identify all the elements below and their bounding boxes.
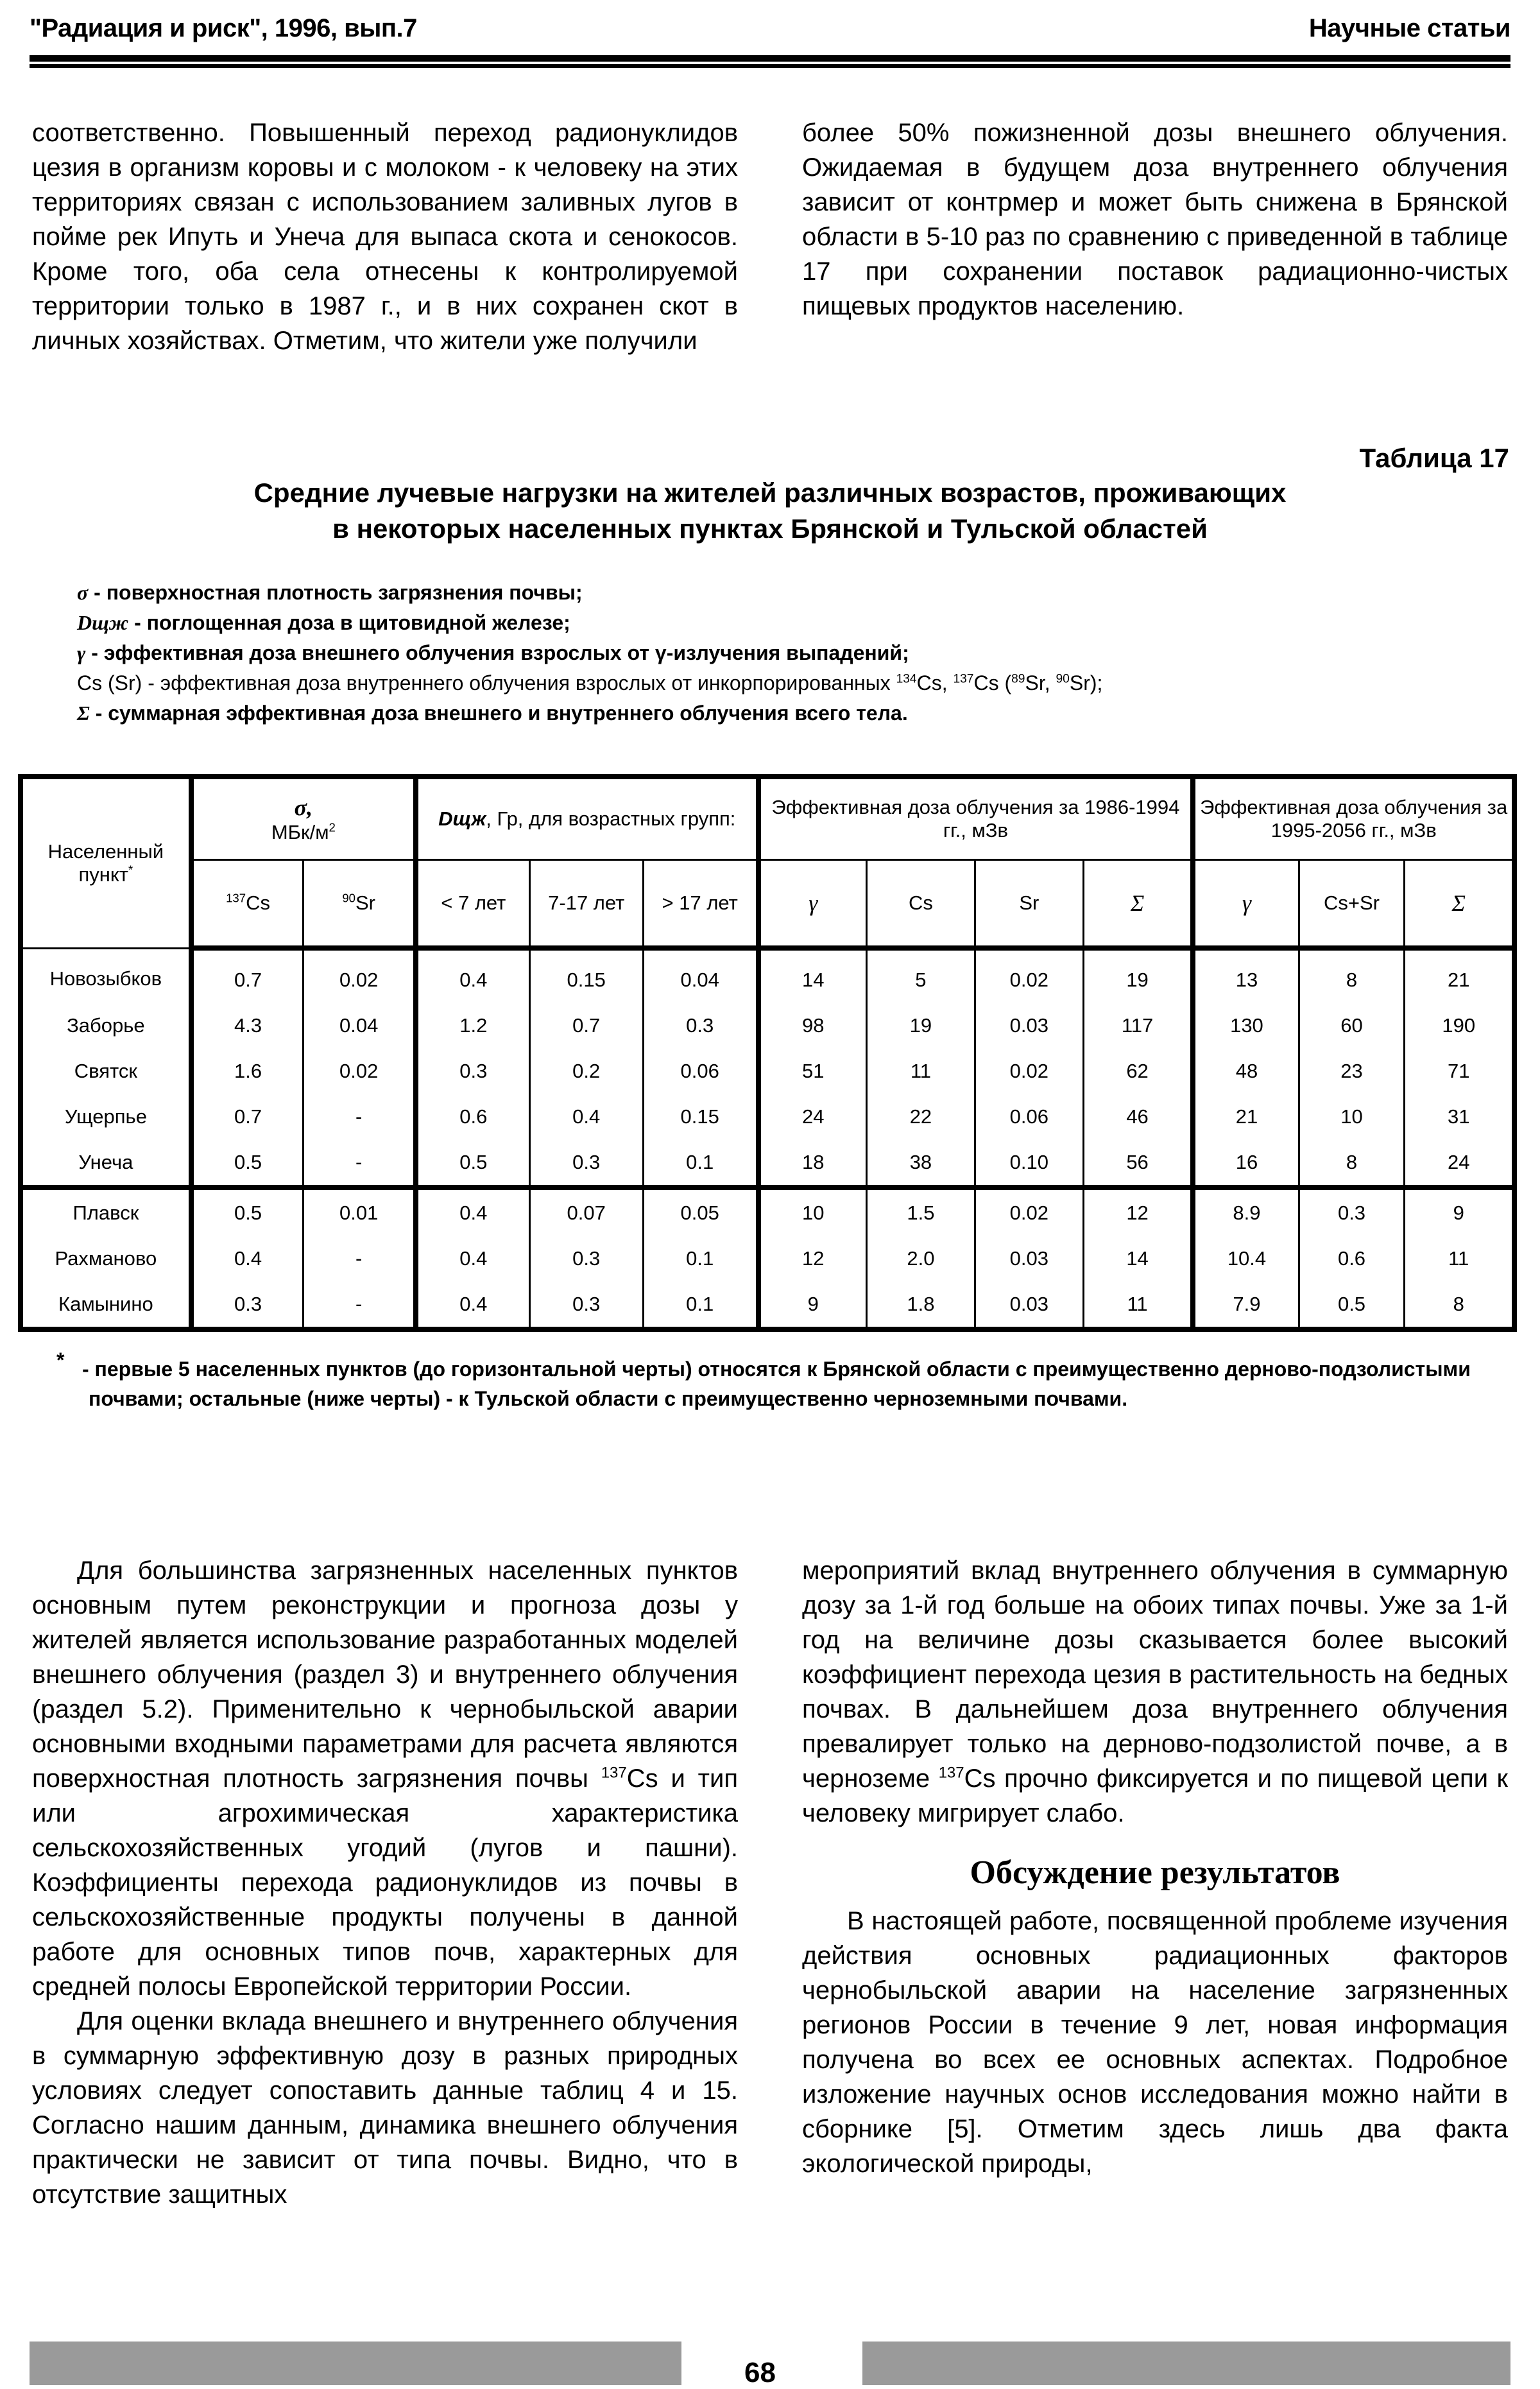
paragraph: более 50% пожизненной дозы внешнего облучения. Ожидаемая в будущем доза внутреннего облучения зависит от контрмер и может быть снижена в Брянской области в 5-10 раз по сравнению с приведенной в таблице 17 при сохранении поставок радиационно-чистых пищевых продуктов населению. — [802, 119, 1508, 320]
table-cell: 0.02 — [975, 948, 1083, 1003]
table-cell: 19 — [866, 1003, 975, 1048]
table-cell: 0.7 — [529, 1003, 643, 1048]
table-cell: - — [304, 1094, 416, 1139]
table-cell: 8 — [1299, 1139, 1405, 1187]
table-cell: 21 — [1193, 1094, 1299, 1139]
table-cell: 1.8 — [866, 1281, 975, 1329]
table-cell: 7.9 — [1193, 1281, 1299, 1329]
settlement-name: Заборье — [21, 1003, 191, 1048]
thyroid-dose-symbol: Dщж — [77, 611, 129, 634]
table-cell: 0.07 — [529, 1187, 643, 1236]
table-cell: 0.6 — [1299, 1236, 1405, 1281]
table-cell: 0.4 — [416, 948, 529, 1003]
table-cell: 10 — [758, 1187, 867, 1236]
table-cell: 46 — [1083, 1094, 1193, 1139]
table-cell: 0.5 — [191, 1187, 304, 1236]
table-cell: 1.5 — [866, 1187, 975, 1236]
table-cell: 9 — [758, 1281, 867, 1329]
table-legend — [77, 578, 1102, 729]
table-row — [21, 1094, 1514, 1139]
table-cell: 23 — [1299, 1048, 1405, 1094]
table-cell: 98 — [758, 1003, 867, 1048]
table-cell: 62 — [1083, 1048, 1193, 1094]
col-header-gamma: γ — [758, 860, 867, 949]
cs-sr-symbol: Cs (Sr) — [77, 671, 142, 694]
table-cell: 14 — [758, 948, 867, 1003]
settlement-name: Плавск — [21, 1187, 191, 1236]
sum-symbol: Σ — [77, 702, 90, 725]
paragraph: В настоящей работе, посвященной проблеме изучения действия основных радиационных факторов чернобыльской аварии на население загрязненных регионов России в течение 9 лет, новая информация получена во всех ее основных аспектах. Подробное изложение научных основ исследования можно найти в сборнике [5]. Отметим здесь лишь два факта экологической природы, — [802, 1907, 1508, 2178]
table-cell: 22 — [866, 1094, 975, 1139]
table-cell: 0.3 — [529, 1281, 643, 1329]
table-cell: 24 — [1405, 1139, 1514, 1187]
table-cell: 0.1 — [643, 1139, 758, 1187]
body-column-bottom-right — [802, 1553, 1508, 2181]
table-cell: 0.3 — [191, 1281, 304, 1329]
settlement-name: Унеча — [21, 1139, 191, 1187]
settlement-name: Камынино — [21, 1281, 191, 1329]
legend-item: Dщж - поглощенная доза в щитовидной железе; — [77, 611, 570, 634]
table-cell: 0.4 — [529, 1094, 643, 1139]
paragraph: соответственно. Повышенный переход радионуклидов цезия в организм коровы и с молоком - к человеку на этих территориях связан с использованием заливных лугов в пойме рек Ипуть и Унеча для выпаса скота и сенокосов. Кроме того, оба села отнесены к контролируемой территории только в 1987 г., и в них сохранен скот в личных хозяйствах. Отметим, что жители уже получили — [32, 119, 738, 355]
col-header-settlement: Населенный пункт* — [21, 777, 191, 948]
table-cell: 0.03 — [975, 1236, 1083, 1281]
table-cell: 9 — [1405, 1187, 1514, 1236]
table-title-line: в некоторых населенных пунктах Брянской и Тульской областей — [332, 513, 1208, 544]
table-cell: 0.2 — [529, 1048, 643, 1094]
table-footnote — [56, 1349, 1508, 1413]
footnote-mark: * — [56, 1349, 65, 1372]
table-cell: 11 — [1083, 1281, 1193, 1329]
table-cell: 18 — [758, 1139, 867, 1187]
table-cell: 0.15 — [643, 1094, 758, 1139]
section-title: Научные статьи — [1308, 14, 1510, 42]
table-cell: 0.5 — [191, 1139, 304, 1187]
table-cell: 0.06 — [975, 1094, 1083, 1139]
legend-item: σ - поверхностная плотность загрязнения почвы; — [77, 581, 583, 604]
sigma-icon: σ, — [294, 795, 313, 820]
table-cell: - — [304, 1236, 416, 1281]
table-cell: 60 — [1299, 1003, 1405, 1048]
table-cell: 19 — [1083, 948, 1193, 1003]
table-cell: 190 — [1405, 1003, 1514, 1048]
table-title — [0, 475, 1540, 547]
table-cell: 0.7 — [191, 948, 304, 1003]
table-cell: 0.02 — [304, 948, 416, 1003]
table-cell: 1.2 — [416, 1003, 529, 1048]
legend-item: Cs (Sr) - эффективная доза внутреннего облучения взрослых от инкорпорированных $^{134}$Cs, $^{137}$Cs ($^{89}$Sr, $^{90}$Sr); — [77, 671, 1103, 694]
footnote-text: - первые 5 населенных пунктов (до горизонтальной черты) относятся к Брянской области с преимущественно дерново-подзолистыми почвами; остальные (ниже черты) - к Тульской области с преимущественно черноземными почвами. — [82, 1358, 1471, 1410]
table-row — [21, 1048, 1514, 1094]
col-header-age-over-17: > 17 лет — [643, 860, 758, 949]
table-cell: 0.03 — [975, 1003, 1083, 1048]
col-header-thyroid-dose: Dщж, Гр, для возрастных групп: — [416, 777, 758, 860]
table-cell: - — [304, 1281, 416, 1329]
header-rule-thin — [30, 64, 1510, 68]
running-header — [30, 6, 1510, 58]
table-cell: 56 — [1083, 1139, 1193, 1187]
table-cell: 0.02 — [975, 1187, 1083, 1236]
col-header-sigma: σ, МБк/$м^2$ — [191, 777, 416, 860]
table-cell: 51 — [758, 1048, 867, 1094]
journal-title: "Радиация и риск", 1996, вып.7 — [30, 14, 417, 42]
page-number: 68 — [744, 2357, 776, 2388]
col-header-eff-dose-future: Эффективная доза облучения за 1995-2056 гг., мЗв — [1193, 777, 1514, 860]
settlement-name: Новозыбков — [21, 948, 191, 1003]
table-cell: 16 — [1193, 1139, 1299, 1187]
table-cell: 2.0 — [866, 1236, 975, 1281]
table-cell: 0.3 — [416, 1048, 529, 1094]
table-cell: 0.3 — [1299, 1187, 1405, 1236]
table-cell: 14 — [1083, 1236, 1193, 1281]
table-cell: 10 — [1299, 1094, 1405, 1139]
col-header-sum-future: Σ — [1405, 860, 1514, 949]
table-cell: 130 — [1193, 1003, 1299, 1048]
table-cell: 117 — [1083, 1003, 1193, 1048]
table-cell: 11 — [866, 1048, 975, 1094]
table-row — [21, 1281, 1514, 1329]
table-cell: 0.3 — [643, 1003, 758, 1048]
table-cell: 0.4 — [416, 1236, 529, 1281]
table-cell: 0.02 — [304, 1048, 416, 1094]
table-cell: 21 — [1405, 948, 1514, 1003]
table-cell: 12 — [758, 1236, 867, 1281]
table-cell: 0.03 — [975, 1281, 1083, 1329]
table-cell: 0.1 — [643, 1281, 758, 1329]
col-header-gamma-future: γ — [1193, 860, 1299, 949]
table-row — [21, 1003, 1514, 1048]
table-cell: 24 — [758, 1094, 867, 1139]
paragraph: мероприятий вклад внутреннего облучения в суммарную дозу за 1-й год больше на обоих типах почвы. Уже за 1-й год на величине дозы сказывается более высокий коэффициент перехода цезия в растительность на бедных почвах. В дальнейшем доза внутреннего облучения превалирует только на дерново-подзолистой почве, а в черноземе $^{137}$Cs прочно фиксируется и по пищевой цепи к человеку мигрирует слабо. — [802, 1557, 1508, 1827]
table-cell: 8 — [1299, 948, 1405, 1003]
header-rule — [30, 55, 1510, 62]
table-cell: 0.4 — [416, 1187, 529, 1236]
paragraph: Для большинства загрязненных населенных пунктов основным путем реконструкции и прогноза дозы у жителей является использование разработанных моделей внешнего облучения (раздел 3) и внутреннего облучения (раздел 5.2). Применительно к чернобыльской аварии основными входными параметрами для расчета являются поверхностная плотность загрязнения почвы $^{137}$Cs и тип или агрохимическая характеристика сельскохозяйственных угодий (лугов и пашни). Коэффициенты перехода радионуклидов из почвы в сельскохозяйственные продукты получены в данной работе для основных типов почв, характерных для средней полосы Европейской территории России. — [32, 1557, 738, 2001]
table-cell: 1.6 — [191, 1048, 304, 1094]
col-header-cs-sr: Cs+Sr — [1299, 860, 1405, 949]
table-cell: 8.9 — [1193, 1187, 1299, 1236]
body-column-top-left — [32, 116, 738, 358]
section-heading: Обсуждение результатов — [970, 1854, 1340, 1891]
settlement-name: Ущерпье — [21, 1094, 191, 1139]
table-cell: 12 — [1083, 1187, 1193, 1236]
table-cell: - — [304, 1139, 416, 1187]
footer-bar-left — [30, 2342, 681, 2385]
table-cell: 0.1 — [643, 1236, 758, 1281]
settlement-name: Святск — [21, 1048, 191, 1094]
table-cell: 0.10 — [975, 1139, 1083, 1187]
table-cell: 0.7 — [191, 1094, 304, 1139]
table-row — [21, 1139, 1514, 1187]
table-cell: 13 — [1193, 948, 1299, 1003]
col-header-cs137: $^{137}$Cs — [191, 860, 304, 949]
table-cell: 31 — [1405, 1094, 1514, 1139]
table-cell: 0.02 — [975, 1048, 1083, 1094]
body-column-top-right — [802, 116, 1508, 323]
table-cell: 10.4 — [1193, 1236, 1299, 1281]
table-row — [21, 948, 1514, 1003]
table-cell: 11 — [1405, 1236, 1514, 1281]
settlement-name: Рахманово — [21, 1236, 191, 1281]
table-cell: 0.05 — [643, 1187, 758, 1236]
table-cell: 0.06 — [643, 1048, 758, 1094]
legend-item: Σ - суммарная эффективная доза внешнего и внутреннего облучения всего тела. — [77, 702, 908, 725]
table-cell: 0.3 — [529, 1139, 643, 1187]
table-cell: 0.04 — [643, 948, 758, 1003]
table-cell: 71 — [1405, 1048, 1514, 1094]
col-header-cs: Cs — [866, 860, 975, 949]
table-cell: 48 — [1193, 1048, 1299, 1094]
table-row — [21, 1236, 1514, 1281]
table-title-line: Средние лучевые нагрузки на жителей различных возрастов, проживающих — [253, 478, 1287, 508]
table-cell: 8 — [1405, 1281, 1514, 1329]
body-column-bottom-left — [32, 1553, 738, 2212]
table-cell: 4.3 — [191, 1003, 304, 1048]
table-cell: 0.04 — [304, 1003, 416, 1048]
gamma-symbol: γ — [77, 641, 86, 664]
col-header-eff-dose-past: Эффективная доза облучения за 1986-1994 гг., мЗв — [758, 777, 1194, 860]
dose-table — [18, 774, 1517, 1332]
table-number: Таблица 17 — [1359, 443, 1509, 473]
col-header-sum: Σ — [1083, 860, 1193, 949]
table-cell: 0.4 — [416, 1281, 529, 1329]
footer-bar-right — [862, 2342, 1510, 2385]
table-cell: 5 — [866, 948, 975, 1003]
table-cell: 38 — [866, 1139, 975, 1187]
table-cell: 0.6 — [416, 1094, 529, 1139]
table-cell: 0.5 — [416, 1139, 529, 1187]
legend-item: γ - эффективная доза внешнего облучения взрослых от γ-излучения выпадений; — [77, 641, 909, 664]
table-row — [21, 1187, 1514, 1236]
table-cell: 0.5 — [1299, 1281, 1405, 1329]
table-cell: 0.4 — [191, 1236, 304, 1281]
col-header-age-under-7: < 7 лет — [416, 860, 529, 949]
sigma-symbol: σ — [77, 581, 89, 604]
paragraph: Для оценки вклада внешнего и внутреннего облучения в суммарную эффективную дозу в разных природных условиях следует сопоставить данные таблиц 4 и 15. Согласно нашим данным, динамика внешнего облучения практически не зависит от типа почвы. Видно, что в отсутствие защитных — [32, 2007, 738, 2209]
col-header-sr90: $^{90}$Sr — [304, 860, 416, 949]
table-cell: 0.15 — [529, 948, 643, 1003]
table-cell: 0.01 — [304, 1187, 416, 1236]
col-header-sr: Sr — [975, 860, 1083, 949]
table-cell: 0.3 — [529, 1236, 643, 1281]
col-header-age-7-17: 7-17 лет — [529, 860, 643, 949]
